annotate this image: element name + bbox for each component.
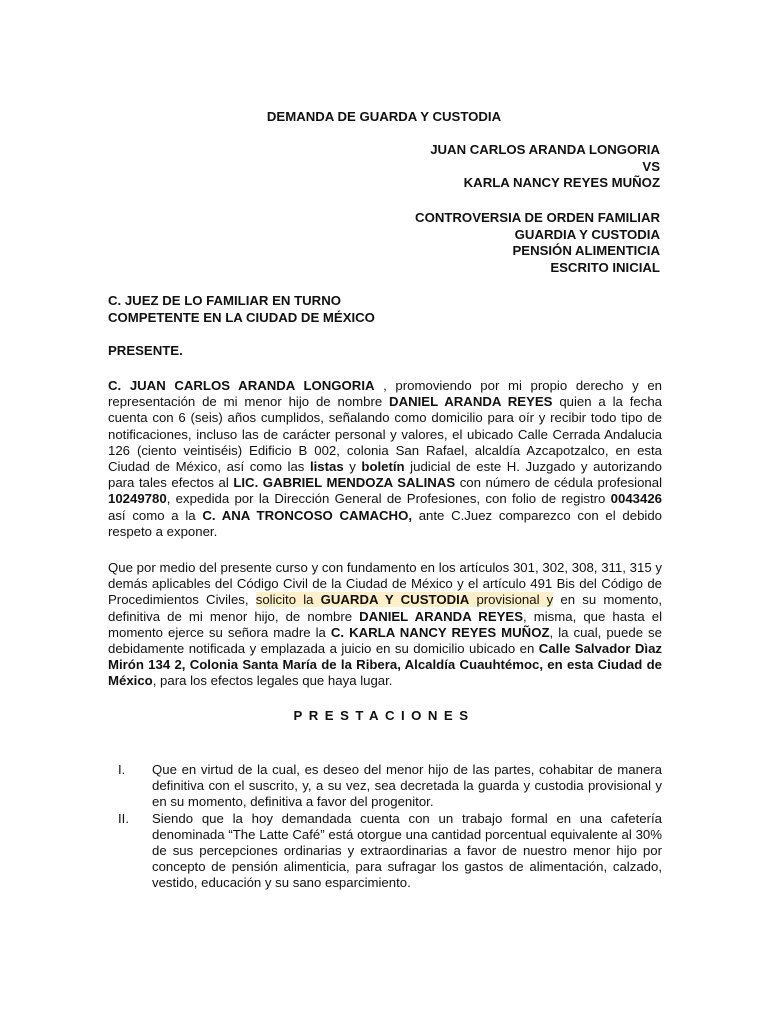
judge-line: COMPETENTE EN LA CIUDAD DE MÉXICO bbox=[108, 309, 375, 325]
bold-text: C. JUAN CARLOS ARANDA LONGORIA bbox=[108, 378, 375, 393]
list-item bbox=[108, 762, 662, 811]
text-span: con número de cédula profesional bbox=[455, 475, 663, 491]
bold-text: C. KARLA NANCY REYES MUÑOZ bbox=[330, 624, 550, 640]
plaintiff-name: JUAN CARLOS ARANDA LONGORIA bbox=[430, 142, 660, 157]
item-number: II. bbox=[118, 810, 129, 826]
highlighted-bold-text: GUARDA Y CUSTODIA bbox=[320, 592, 470, 608]
text-span: , expedida por la Dirección General de Profesiones, con folio de registro bbox=[166, 491, 611, 507]
item-text: Siendo que la hoy demandada cuenta con un trabajo formal en una cafetería denominada “The Latte Café” está otorgue una cantidad porcentual equivalente al 30% de sus percepciones ordinarias y extraordinarias a favor de nuestro menor hijo por concepto de pensión alimenticia, para sufragar los gastos de alimentación, calzado, vestido, educación y su sano esparcimiento. bbox=[152, 810, 662, 891]
list-item bbox=[108, 811, 662, 892]
presente-label: PRESENTE. bbox=[108, 343, 183, 358]
matter-block bbox=[415, 210, 660, 276]
matter-line: GUARDIA Y CUSTODIA bbox=[514, 226, 660, 242]
bold-text: DANIEL ARANDA REYES bbox=[359, 608, 524, 624]
versus-label: VS bbox=[642, 158, 660, 174]
text-span: en su momento, definitiva de mi menor hijo, de nombre bbox=[108, 592, 662, 624]
item-number: I. bbox=[118, 762, 126, 777]
parties-block bbox=[430, 142, 660, 192]
text-span: , promoviendo por mi propio derecho y en representación de mi menor hijo de nombre bbox=[108, 378, 662, 410]
judge-address bbox=[108, 293, 662, 326]
bold-text: listas bbox=[309, 459, 344, 475]
bold-text: C. ANA TRONCOSO CAMACHO, bbox=[202, 507, 412, 523]
text-span: ante C.Juez comparezco con el debido respeto a exponer. bbox=[108, 507, 662, 539]
bold-text: 0043426 bbox=[610, 491, 662, 507]
highlighted-text: provisional y bbox=[469, 592, 554, 608]
prestaciones-heading: PRESTACIONES bbox=[293, 708, 475, 723]
matter-line: PENSIÓN ALIMENTICIA bbox=[512, 243, 660, 258]
bold-text: 10249780 bbox=[108, 491, 167, 507]
text-span: , para los efectos legales que haya lugar. bbox=[152, 673, 393, 689]
text-span: así como a la bbox=[108, 507, 203, 523]
highlighted-text: solicito la bbox=[255, 592, 321, 608]
item-text: Que en virtud de la cual, es deseo del menor hijo de las partes, cohabitar de manera definitiva con el suscrito, y, a su vez, sea decretada la guarda y custodia provisional y en su momento, definitiva a favor del progenitor. bbox=[152, 762, 662, 810]
text-span: Que por medio del presente curso y con fundamento en los artículos 301, 302, 308, 311, 315 y demás aplicables del Código Civil de la Ciudad de México y el artículo 491 Bis del Código de Procedimientos Civiles, bbox=[108, 560, 662, 608]
defendant-name: KARLA NANCY REYES MUÑOZ bbox=[463, 175, 660, 190]
matter-line: CONTROVERSIA DE ORDEN FAMILIAR bbox=[415, 210, 660, 225]
text-span: quien a la fecha cuenta con 6 (seis) años cumplidos, señalando como domicilio para oír y recibir todo tipo de notificaciones, incluso las de carácter personal y valores, el ubicado Calle Cerrada Andalucia 126 (ciento veintiséis) Edificio B 002, colonia San Rafael, alcaldía Azcapotzalco, en esta Ciudad de México, así como las bbox=[108, 394, 662, 475]
prestaciones-list bbox=[108, 762, 662, 892]
bold-text: Calle Salvador Dìaz Mirón 134 2, Colonia Santa María de la Ribera, Alcaldía Cuauhtémoc, en esta Ciudad de México bbox=[108, 641, 662, 689]
document-title: DEMANDA DE GUARDA Y CUSTODIA bbox=[266, 109, 502, 124]
text-span: judicial de este H. Juzgado y autorizando para tales efectos al bbox=[108, 459, 662, 491]
bold-text: DANIEL ARANDA REYES bbox=[389, 394, 553, 410]
text-span: , la cual, puede se debidamente notificada y emplazada a juicio en su domicilio ubicado en bbox=[108, 624, 662, 657]
text-span: , misma, que hasta el momento ejerce su señora madre la bbox=[108, 608, 663, 640]
matter-line: ESCRITO INICIAL bbox=[550, 259, 660, 275]
bold-text: boletín bbox=[361, 459, 405, 475]
bold-text: LIC. GABRIEL MENDOZA SALINAS bbox=[233, 475, 456, 491]
judge-line: C. JUEZ DE LO FAMILIAR EN TURNO bbox=[108, 293, 341, 308]
request-paragraph bbox=[108, 560, 662, 690]
text-span: y bbox=[343, 459, 362, 475]
intro-paragraph bbox=[108, 378, 662, 540]
